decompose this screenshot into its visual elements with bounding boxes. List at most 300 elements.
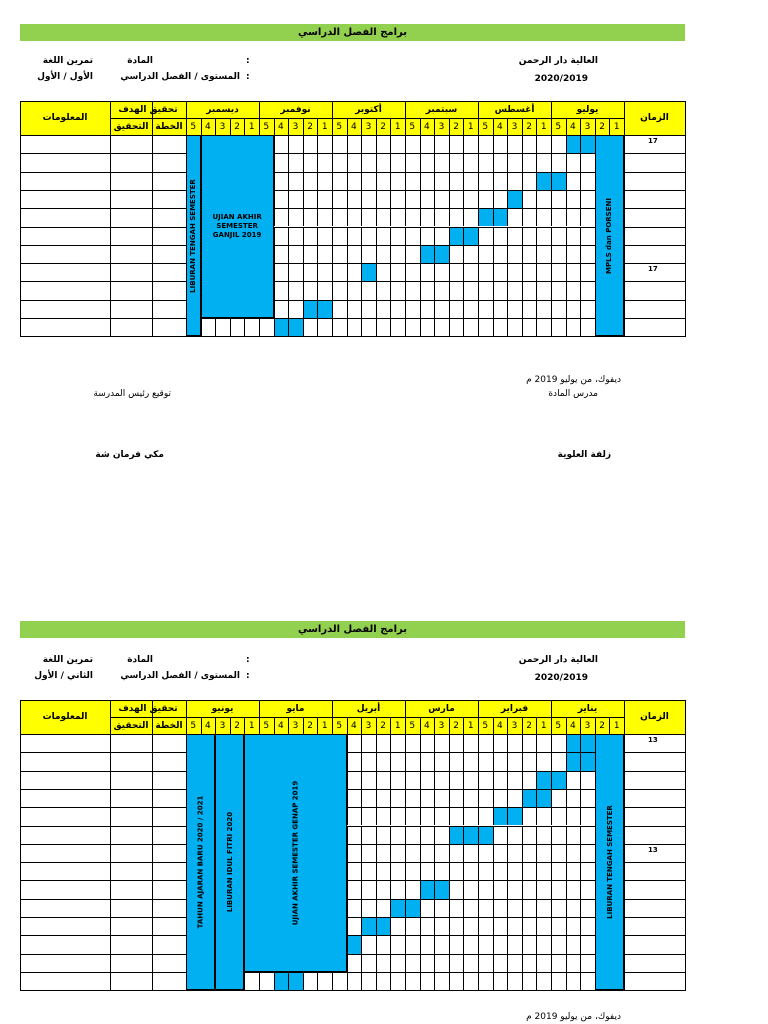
grid-line [624, 899, 686, 900]
grid-line [507, 734, 508, 752]
grid-line [449, 300, 450, 318]
grid-line [288, 300, 289, 318]
grid-line [347, 917, 348, 935]
week-number: 4 [351, 121, 357, 132]
grid-line [288, 245, 289, 263]
grid-line [463, 752, 464, 770]
grid-line [317, 190, 318, 208]
grid-line [288, 318, 289, 336]
grid-line [288, 208, 289, 226]
week-number: 1 [321, 720, 328, 731]
grid-line [20, 990, 686, 991]
grid-line [317, 263, 318, 281]
schedule-cell [463, 826, 478, 844]
grid-line [580, 826, 581, 844]
week-number: 4 [278, 720, 284, 731]
grid-line [463, 899, 464, 917]
grid-line [390, 153, 391, 171]
grid-line [390, 917, 391, 935]
grid-line [536, 135, 537, 153]
grid-line [624, 101, 625, 337]
grid-line [551, 318, 552, 336]
grid-line [405, 917, 406, 935]
week-number: 3 [219, 121, 226, 132]
grid-line [303, 227, 304, 245]
grid-line [347, 190, 348, 208]
grid-line [580, 318, 581, 336]
grid-line [507, 954, 508, 972]
grid-line [420, 172, 421, 190]
grid-line [376, 752, 377, 770]
grid-line [420, 153, 421, 171]
grid-line [580, 807, 581, 825]
grid-line [580, 771, 581, 789]
grid-line [624, 263, 686, 264]
grid-line [420, 263, 421, 281]
grid-line [376, 208, 377, 226]
grid-line [449, 135, 450, 153]
grid-line [347, 807, 348, 825]
page1-principal-name: مكي فرمان شة [95, 450, 164, 460]
week-number: 4 [570, 121, 576, 132]
grid-line [152, 700, 153, 991]
grid-line [566, 300, 567, 318]
schedule-cell [390, 899, 405, 917]
grid-line [390, 771, 391, 789]
grid-line [551, 245, 552, 263]
grid-line [624, 771, 686, 772]
grid-line [536, 954, 537, 972]
grid-line [20, 917, 186, 918]
month-header: مارس [428, 703, 455, 714]
grid-line [507, 826, 508, 844]
grid-line [274, 227, 275, 245]
schedule-cell [522, 789, 537, 807]
grid-line [493, 208, 494, 226]
grid-line [580, 172, 581, 190]
grid-line [361, 318, 362, 336]
grid-line [580, 917, 581, 935]
schedule-cell [507, 190, 522, 208]
grid-line [522, 935, 523, 953]
grid-line [347, 880, 595, 881]
grid-line [274, 153, 275, 171]
schedule-cell [463, 227, 478, 245]
grid-line [230, 318, 231, 336]
month-header: يوليو [576, 104, 599, 115]
page2-level-value: الثاني / الأول [34, 671, 93, 681]
page1-level-colon: : [246, 72, 250, 82]
grid-line [20, 771, 186, 772]
grid-line [376, 880, 377, 898]
grid-line [317, 172, 318, 190]
grid-line [463, 880, 464, 898]
grid-line [507, 208, 508, 226]
grid-line [522, 281, 523, 299]
grid-line [624, 972, 686, 973]
grid-line [507, 190, 508, 208]
grid-line [347, 752, 348, 770]
grid-line [507, 771, 508, 789]
grid-line [376, 826, 377, 844]
grid-line [536, 771, 537, 789]
week-number: 5 [409, 121, 416, 132]
grid-line [551, 807, 552, 825]
grid-line [332, 227, 333, 245]
grid-line [347, 771, 595, 772]
grid-line [449, 935, 450, 953]
uts-label [186, 135, 201, 336]
grid-line [332, 300, 333, 318]
grid-line [493, 227, 494, 245]
grid-line [463, 807, 464, 825]
grid-line [580, 153, 581, 171]
grid-line [580, 862, 581, 880]
grid-line [536, 862, 537, 880]
grid-line [624, 172, 686, 173]
page1-subject-value: تمرين اللغة [42, 56, 93, 66]
week-number: 3 [511, 720, 518, 731]
grid-line [420, 135, 421, 153]
column-header-info: المعلومات [42, 113, 88, 123]
grid-line [347, 954, 348, 972]
schedule-cell [493, 208, 508, 226]
schedule-cell [551, 771, 566, 789]
grid-line [507, 263, 508, 281]
grid-line [522, 734, 523, 752]
grid-line [507, 752, 508, 770]
grid-line [580, 263, 581, 281]
grid-line [376, 281, 377, 299]
grid-line [580, 245, 581, 263]
grid-line [376, 190, 377, 208]
grid-line [405, 899, 406, 917]
grid-line [434, 807, 435, 825]
grid-line [152, 101, 153, 337]
page2-subject-value: تمرين اللغة [42, 655, 93, 665]
schedule-cell [536, 172, 551, 190]
grid-line [507, 935, 508, 953]
month-header: نوفمبر [280, 104, 311, 115]
grid-line [493, 862, 494, 880]
grid-line [478, 935, 479, 953]
grid-line [566, 771, 567, 789]
grid-line [449, 789, 450, 807]
grid-line [478, 245, 479, 263]
grid-line [536, 789, 537, 807]
grid-line [420, 954, 421, 972]
grid-line [536, 318, 537, 336]
schedule-cell [536, 789, 551, 807]
grid-line [493, 771, 494, 789]
grid-line [390, 789, 391, 807]
grid-line [317, 208, 318, 226]
grid-line [493, 263, 494, 281]
grid-line [580, 880, 581, 898]
grid-line [566, 135, 567, 153]
grid-line [361, 771, 362, 789]
page1-footer-place-date: ديفوك، من يوليو 2019 م [526, 375, 621, 385]
grid-line [405, 935, 406, 953]
schedule-cell [361, 263, 376, 281]
grid-line [434, 862, 435, 880]
grid-line [463, 771, 464, 789]
schedule-cell [536, 771, 551, 789]
uts-text: LIBURAN TENGAH SEMESTER [189, 178, 198, 293]
grid-line [493, 789, 494, 807]
grid-line [507, 245, 508, 263]
grid-line [361, 844, 362, 862]
grid-line [376, 172, 377, 190]
week-number: 5 [409, 720, 416, 731]
grid-line [376, 734, 377, 752]
grid-line [434, 172, 435, 190]
grid-line [493, 318, 494, 336]
grid-line [376, 263, 377, 281]
grid-line [347, 899, 595, 900]
grid-line [566, 844, 567, 862]
grid-line [624, 917, 686, 918]
grid-line [478, 752, 479, 770]
grid-line [507, 153, 508, 171]
grid-line [20, 734, 685, 735]
grid-line [405, 300, 406, 318]
grid-line [566, 281, 567, 299]
month-header: أبريل [356, 703, 381, 714]
grid-line [522, 917, 523, 935]
grid-line [361, 935, 362, 953]
grid-line [303, 208, 304, 226]
grid-line [20, 245, 186, 246]
time-count: 17 [648, 265, 658, 274]
week-number: 2 [234, 720, 240, 731]
grid-line [463, 153, 464, 171]
grid-line [288, 263, 289, 281]
week-number: 1 [467, 720, 474, 731]
grid-line [420, 281, 421, 299]
week-number: 4 [497, 720, 503, 731]
grid-line [463, 245, 464, 263]
grid-line [522, 771, 523, 789]
grid-line [405, 954, 406, 972]
grid-line [110, 700, 111, 991]
month-header: أغسطس [494, 104, 535, 115]
week-number: 4 [570, 720, 576, 731]
grid-line [332, 281, 333, 299]
page1-subject-colon: : [246, 56, 250, 66]
grid-line [288, 172, 289, 190]
week-number: 3 [292, 720, 299, 731]
grid-line [405, 880, 406, 898]
page1-title: برامج الفصل الدراسي [20, 24, 685, 41]
grid-line [507, 899, 508, 917]
grid-line [536, 917, 537, 935]
page2-subject-colon: : [246, 655, 250, 665]
page1-teacher-name: زلفة العلوية [557, 450, 611, 460]
grid-line [522, 954, 523, 972]
column-header-achieve: التحقيق [113, 720, 149, 731]
grid-line [493, 844, 494, 862]
grid-line [449, 318, 450, 336]
grid-line [624, 826, 686, 827]
week-number: 2 [453, 720, 459, 731]
grid-line [566, 190, 567, 208]
grid-line [478, 826, 479, 844]
grid-line [405, 227, 406, 245]
week-number: 3 [584, 121, 591, 132]
grid-line [522, 862, 523, 880]
grid-line [551, 300, 552, 318]
grid-line [522, 153, 523, 171]
schedule-cell [507, 807, 522, 825]
grid-line [536, 172, 537, 190]
grid-line [405, 172, 406, 190]
schedule-cell [420, 880, 435, 898]
grid-line [361, 245, 362, 263]
grid-line [347, 844, 348, 862]
grid-line [332, 135, 333, 153]
grid-line [507, 917, 508, 935]
grid-line [449, 153, 450, 171]
grid-line [405, 844, 406, 862]
grid-line [434, 153, 435, 171]
grid-line [274, 135, 275, 153]
grid-line [507, 807, 508, 825]
grid-line [449, 972, 450, 990]
grid-line [536, 935, 537, 953]
schedule-cell [405, 899, 420, 917]
grid-line [536, 899, 537, 917]
grid-line [347, 862, 348, 880]
grid-line [478, 227, 479, 245]
grid-line [449, 826, 450, 844]
grid-line [463, 954, 464, 972]
grid-line [20, 318, 186, 319]
grid-line [376, 954, 377, 972]
grid-line [259, 318, 260, 336]
grid-line [463, 135, 464, 153]
grid-line [536, 190, 537, 208]
grid-line [536, 807, 537, 825]
grid-line [376, 789, 377, 807]
page2-title: برامج الفصل الدراسي [20, 621, 685, 638]
grid-line [434, 752, 435, 770]
grid-line [20, 844, 186, 845]
week-number: 3 [365, 121, 372, 132]
grid-line [434, 826, 435, 844]
grid-line [20, 227, 186, 228]
grid-line [493, 281, 494, 299]
grid-line [449, 844, 450, 862]
grid-line [20, 789, 186, 790]
grid-line [536, 972, 537, 990]
grid-line [376, 135, 377, 153]
grid-line [405, 789, 406, 807]
grid-line [390, 807, 391, 825]
grid-line [376, 153, 377, 171]
week-number: 5 [482, 121, 489, 132]
grid-line [478, 880, 479, 898]
grid-line [405, 752, 406, 770]
grid-line [566, 263, 567, 281]
grid-line [463, 190, 464, 208]
grid-line [303, 318, 304, 336]
uts-text: LIBURAN TENGAH SEMESTER [605, 805, 614, 919]
schedule-cell [493, 807, 508, 825]
grid-line [274, 972, 275, 990]
grid-line [434, 954, 435, 972]
grid-line [390, 190, 391, 208]
schedule-cell [274, 972, 289, 990]
grid-line [361, 281, 362, 299]
grid-line [347, 954, 595, 955]
grid-line [522, 880, 523, 898]
grid-line [449, 190, 450, 208]
grid-line [303, 281, 304, 299]
grid-line [624, 752, 686, 753]
grid-line [449, 172, 450, 190]
schedule-cell [434, 880, 449, 898]
grid-line [463, 263, 464, 281]
grid-line [536, 281, 537, 299]
grid-line [478, 844, 479, 862]
grid-line [536, 263, 537, 281]
grid-line [317, 227, 318, 245]
grid-line [434, 245, 435, 263]
page2-subject-label: المادة [127, 655, 153, 665]
week-number: 5 [190, 121, 197, 132]
grid-line [507, 880, 508, 898]
grid-line [303, 172, 304, 190]
grid-line [434, 972, 435, 990]
grid-line [317, 281, 318, 299]
grid-line [347, 227, 348, 245]
grid-line [317, 972, 318, 990]
grid-line [347, 862, 595, 863]
grid-line [376, 771, 377, 789]
week-number: 1 [613, 121, 620, 132]
grid-line [522, 752, 523, 770]
grid-line [566, 734, 567, 752]
grid-line [317, 300, 318, 318]
week-number: 4 [424, 720, 430, 731]
page1-level-label: المستوى / الفصل الدراسي [120, 72, 240, 82]
month-header: أكتوبر [355, 104, 382, 115]
grid-line [551, 862, 552, 880]
grid-line [390, 935, 391, 953]
grid-line [478, 899, 479, 917]
mpls-label [595, 135, 624, 336]
idul-label [215, 734, 244, 990]
grid-line [449, 281, 450, 299]
grid-line [332, 263, 333, 281]
grid-line [376, 844, 377, 862]
grid-line [507, 135, 508, 153]
grid-line [522, 826, 523, 844]
month-header: فبراير [500, 703, 529, 714]
week-number: 1 [540, 720, 547, 731]
grid-line [20, 972, 186, 973]
grid-line [551, 208, 552, 226]
grid-line [478, 172, 479, 190]
grid-line [20, 263, 186, 264]
grid-line [551, 734, 552, 752]
grid-line [347, 972, 348, 990]
grid-line [420, 807, 421, 825]
grid-line [624, 844, 686, 845]
schedule-cell [580, 734, 595, 752]
grid-line [420, 190, 421, 208]
